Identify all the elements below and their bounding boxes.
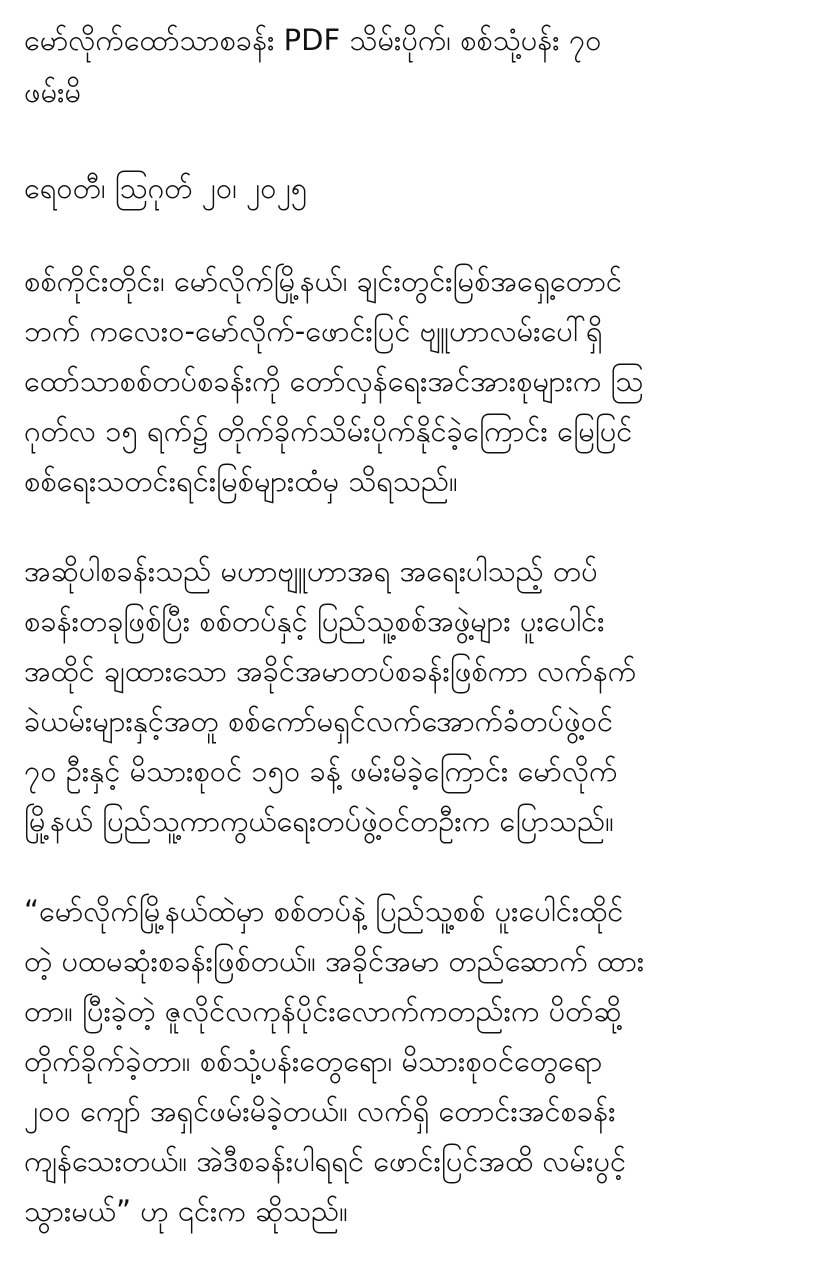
- paragraph-line: တဲ့ ပထမဆုံးစခန်းဖြစ်တယ်။ အခိုင်အမာ တည်ဆောက် ထား: [24, 944, 645, 978]
- paragraph-line: ဘက် ကလေး၀-မော်လိုက်-ဖောင်းပြင် ဗျူဟာလမ်းပေါ်ရှိ: [24, 314, 603, 348]
- article-title: [24, 14, 816, 118]
- paragraph-line: မြို့နယ် ပြည်သူ့ကာကွယ်ရေးတပ်ဖွဲ့၀င်တဦးက ပြောသည်။: [24, 804, 614, 838]
- paragraph-line: ထော်သာစစ်တပ်စခန်းကို တော်လှန်ရေးအင်အားစုများက ဩ: [24, 364, 644, 398]
- paragraph-line: ခဲယမ်းများနှင့်အတူ စစ်ကော်မရှင်လက်အောက်ခံတပ်ဖွဲ့၀င်: [24, 704, 614, 738]
- paragraph-line: အဆိုပါစခန်းသည် မဟာဗျူဟာအရ အရေးပါသည့် တပ်: [24, 554, 598, 588]
- article-paragraph-2: [24, 546, 816, 846]
- paragraph-line: စစ်ကိုင်းတိုင်း၊ မော်လိုက်မြို့နယ်၊ ချင်းတွင်းမြစ်အရှေ့တောင်: [24, 264, 622, 298]
- title-line: ဖမ်းမိ: [24, 75, 82, 109]
- dateline: ရေ၀တီ၊ ဩဂုတ် ၂၀၊ ၂၀၂၅: [24, 171, 308, 205]
- paragraph-line: သွားမယ်” ဟု ၎င်းက ဆိုသည်။: [24, 1194, 348, 1228]
- article-quote-paragraph: [24, 886, 816, 1236]
- paragraph-line: စခန်းတခုဖြစ်ပြီး စစ်တပ်နှင့် ပြည်သူ့စစ်အဖွဲ့များ ပူးပေါင်း: [24, 604, 605, 638]
- title-line: မော်လိုက်ထော်သာစခန်း PDF သိမ်းပိုက်၊ စစ်သုံ့ပန်း ၇၀: [24, 23, 602, 57]
- paragraph-line: တာ။ ပြီးခဲ့တဲ့ ဇူလိုင်လကုန်ပိုင်းလောက်ကတည်းက ပိတ်ဆို့: [24, 994, 622, 1028]
- paragraph-line: ဂုတ်လ ၁၅ ရက်၌ တိုက်ခိုက်သိမ်းပိုက်နိုင်ခဲ့ကြောင်း မြေပြင်: [24, 414, 633, 448]
- paragraph-line: စစ်ရေးသတင်းရင်းမြစ်များထံမှ သိရသည်။: [24, 464, 458, 498]
- paragraph-line: “မော်လိုက်မြို့နယ်ထဲမှာ စစ်တပ်နဲ့ ပြည်သူ့စစ် ပူးပေါင်းထိုင်: [24, 894, 624, 928]
- paragraph-line: ၇၀ ဦးနှင့် မိသားစု၀င် ၁၅၀ ခန့် ဖမ်းမိခဲ့ကြောင်း မော်လိုက်: [24, 754, 618, 788]
- paragraph-line: တိုက်ခိုက်ခဲ့တာ။ စစ်သုံ့ပန်းတွေရော၊ မိသားစု၀င်တွေရော: [24, 1044, 603, 1078]
- paragraph-line: အထိုင် ချထားသော အခိုင်အမာတပ်စခန်းဖြစ်ကာ လက်နက်: [24, 654, 637, 688]
- article-paragraph-1: [24, 256, 816, 506]
- paragraph-line: ကျန်သေးတယ်။ အဲဒီစခန်းပါရရင် ဖောင်းပြင်အထိ လမ်းပွင့်: [24, 1144, 627, 1178]
- paragraph-line: ၂၀၀ ကျော် အရှင်ဖမ်းမိခဲ့တယ်။ လက်ရှိ တောင်းအင်စခန်း: [24, 1094, 616, 1128]
